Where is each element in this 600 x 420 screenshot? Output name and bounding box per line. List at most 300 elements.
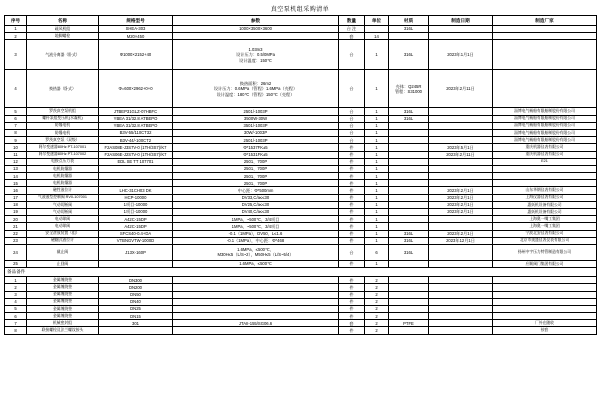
cell-unit: 1 (365, 187, 389, 194)
cell-material: 316L (389, 244, 429, 260)
table-row (5, 298, 597, 305)
cell-date: 2023年1月1日 (429, 40, 493, 70)
cell-param: 1MPa、~500℃、3/4项目 (173, 223, 339, 230)
cell-unit: 14 (365, 33, 389, 40)
cell-unit: 1 (365, 180, 389, 187)
table-header-row (5, 16, 597, 26)
cell-maker (493, 284, 597, 291)
cell-param (173, 33, 339, 40)
cell-unit: 2 (365, 284, 389, 291)
table-row (5, 313, 597, 320)
cell-no: 24 (5, 244, 27, 260)
cell-param (173, 291, 339, 298)
cell-material (389, 151, 429, 158)
cell-material (389, 165, 429, 172)
cell-maker: 淄博电气械船有限船制股份有限公司 (493, 122, 597, 129)
spare-parts-label: 备品备件 (5, 268, 597, 277)
cell-material: 316L (389, 26, 429, 33)
cell-unit: 1 (365, 230, 389, 237)
cell-unit: 1 (365, 137, 389, 144)
table-row (5, 230, 597, 237)
cell-date (429, 277, 493, 284)
cell-no: 7 (5, 320, 27, 327)
cell-name: 止回阀 (27, 260, 99, 267)
cell-qty: 件 (339, 327, 365, 334)
cell-name: 联接螺栓及法兰螺纹接头 (27, 327, 99, 334)
cell-unit: 1 (365, 237, 389, 244)
col-header-param: 参数 (173, 16, 339, 26)
cell-qty: 件 (339, 284, 365, 291)
cell-qty: 件 (339, 173, 365, 180)
cell-name: 罗茨真空泵（双级） (27, 137, 99, 144)
cell-date: 2023年2月11日 (429, 70, 493, 108)
cell-param: 2501/-1003P (173, 108, 339, 115)
cell-unit: 2 (365, 291, 389, 298)
cell-param: DV33,C/a≤≤30 (173, 194, 339, 201)
cell-date (429, 260, 493, 267)
cell-qty: 件 (339, 237, 365, 244)
cell-model: VTBNGVTW-1000D (99, 237, 173, 244)
cell-name: 换热器（卧式） (27, 70, 99, 108)
cell-name: 电动球阀 (27, 223, 99, 230)
cell-name: 机械密封组 (27, 320, 99, 327)
cell-qty: 件 (339, 194, 365, 201)
cell-name: 电机防爆器 (27, 165, 99, 172)
cell-maker: 应顺阀门集团有限公司 (493, 260, 597, 267)
cell-date (429, 137, 493, 144)
cell-material: 壳体：Q245R 管程：S31000 (389, 70, 429, 108)
cell-unit: 1 (365, 122, 389, 129)
cell-unit: 1 (365, 70, 389, 108)
equipment-table (4, 15, 597, 335)
cell-date (429, 284, 493, 291)
cell-no: 10 (5, 144, 27, 151)
cell-material (389, 313, 429, 320)
cell-name: 金属缠绕垫 (27, 284, 99, 291)
cell-maker: 淄博电气械船有限船制股份有限公司 (493, 129, 597, 136)
cell-param: Φ*1531FK±5 (173, 151, 339, 158)
cell-date (429, 298, 493, 305)
cell-qty: 件 (339, 151, 365, 158)
cell-param: 2501、700P (173, 180, 339, 187)
cell-qty: 台 (339, 40, 365, 70)
cell-qty: 台 (339, 137, 365, 144)
cell-date (429, 108, 493, 115)
cell-qty: 件 (339, 158, 365, 165)
cell-qty: 台 (339, 129, 365, 136)
cell-unit (365, 26, 389, 33)
cell-no: 18 (5, 201, 27, 208)
cell-name: 螺杆泵组变压机(水凝机) (27, 115, 99, 122)
cell-date (429, 305, 493, 312)
cell-material: 316L (389, 237, 429, 244)
cell-maker (493, 165, 597, 172)
cell-date (429, 129, 493, 136)
cell-model: DN15 (99, 313, 173, 320)
cell-name: 电动球阀 (27, 216, 99, 223)
cell-param (173, 284, 339, 291)
cell-model (99, 180, 173, 187)
cell-material (389, 277, 429, 284)
table-row (5, 209, 597, 216)
table-row (5, 201, 597, 208)
cell-date: 2023年2月1日 (429, 209, 493, 216)
cell-maker: 惠妖机设备有限公司 (493, 201, 597, 208)
cell-material (389, 187, 429, 194)
table-row (5, 320, 597, 327)
cell-date (429, 327, 493, 334)
col-header-model: 规格型号 (99, 16, 173, 26)
cell-unit: 6 (365, 244, 389, 260)
cell-unit: 2 (365, 277, 389, 284)
cell-date: 2023年2月1日 (429, 194, 493, 201)
cell-param: 1000×3500×3600 (173, 26, 339, 33)
table-row (5, 40, 597, 70)
cell-param (173, 298, 339, 305)
cell-material (389, 284, 429, 291)
cell-model: LHC-31CH03 DK (99, 187, 173, 194)
cell-unit: 1 (365, 115, 389, 122)
cell-maker: 山东华钢仪表有限公司 (493, 187, 597, 194)
cell-date (429, 291, 493, 298)
cell-no: 6 (5, 313, 27, 320)
cell-maker (493, 70, 597, 108)
cell-maker (493, 40, 597, 70)
cell-qty: 台 (339, 122, 365, 129)
table-row (5, 260, 597, 267)
table-row (5, 305, 597, 312)
cell-qty: 件 (339, 277, 365, 284)
cell-date (429, 180, 493, 187)
cell-qty: 件 (339, 260, 365, 267)
cell-date (429, 244, 493, 260)
cell-material (389, 173, 429, 180)
cell-maker (493, 173, 597, 180)
cell-model: 301 (99, 320, 173, 327)
page-title: 真空泵机组采购清单 (270, 7, 330, 13)
cell-qty: 套 (339, 33, 365, 40)
cell-model: DN300 (99, 277, 173, 284)
cell-model: SHEA-303 (99, 26, 173, 33)
cell-name: 金属缠绕垫 (27, 313, 99, 320)
table-row (5, 129, 597, 136)
cell-no: 1 (5, 277, 27, 284)
cell-param (173, 305, 339, 312)
table-row (5, 70, 597, 108)
cell-no: 8 (5, 327, 27, 334)
cell-date: 2023年2月11日 (429, 151, 493, 158)
cell-name: 阿尔变速器80Hz PT-107001 (27, 144, 99, 151)
cell-material (389, 144, 429, 151)
cell-material (389, 201, 429, 208)
cell-maker: 淄博电气械船有限船制股份有限公司 (493, 115, 597, 122)
cell-maker: 重庆机器仪表有限公司 (493, 144, 597, 151)
cell-unit: 1 (365, 223, 389, 230)
cell-maker: E21 (493, 158, 597, 165)
cell-model: 1项目-10000 (99, 209, 173, 216)
cell-material (389, 209, 429, 216)
cell-date (429, 216, 493, 223)
cell-model (99, 173, 173, 180)
cell-date (429, 320, 493, 327)
cell-param: -0.1（1MPa），DV50、L≤1.6 (173, 230, 339, 237)
cell-maker: 重庆机器仪表有限公司 (493, 151, 597, 158)
cell-maker (493, 305, 597, 312)
table-row (5, 33, 597, 40)
cell-no: 1 (5, 26, 27, 33)
cell-model: M20×450 (99, 33, 173, 40)
cell-model (99, 327, 173, 334)
col-header-unit: 单位 (365, 16, 389, 26)
cell-date (429, 33, 493, 40)
cell-qty: 件 (339, 291, 365, 298)
table-row (5, 187, 597, 194)
cell-param (173, 327, 339, 334)
spare-parts-section-header (5, 268, 597, 277)
cell-name: 防爆电机 (27, 129, 99, 136)
cell-maker (493, 313, 597, 320)
cell-maker: 上海奥一嘴工集团 (493, 216, 597, 223)
table-row (5, 291, 597, 298)
cell-param: JTAII-155/SG06.6 (173, 320, 339, 327)
cell-param: 中心距：Φ*500mm (173, 187, 339, 194)
cell-date (429, 165, 493, 172)
cell-no: 11 (5, 151, 27, 158)
cell-qty: 台 注 (339, 26, 365, 33)
table-row (5, 194, 597, 201)
table-row (5, 144, 597, 151)
cell-no: 8 (5, 129, 27, 136)
cell-maker: 上海仪器仪表有限公司 (493, 194, 597, 201)
cell-param: 30W/-1003P (173, 129, 339, 136)
table-row (5, 158, 597, 165)
cell-param: 1.6MPa，≤500℃ (173, 260, 339, 267)
cell-param: 3500W-30W (173, 115, 339, 122)
col-header-qty: 数量 (339, 16, 365, 26)
cell-qty: 件 (339, 223, 365, 230)
cell-unit: 1 (365, 216, 389, 223)
cell-maker: 上海奥一嘴工集团 (493, 223, 597, 230)
cell-date: 2023年2月1日 (429, 187, 493, 194)
cell-no: 12 (5, 158, 27, 165)
cell-name: 磁性液位计 (27, 187, 99, 194)
cell-name: 气液液型控制阀 RV0-107001 (27, 194, 99, 201)
cell-param: 1.6MPa，≤500℃、 M30H≤5（L/S~2），M50H≤5（L/S~5/4） (173, 244, 339, 260)
cell-maker (493, 33, 597, 40)
cell-date (429, 122, 493, 129)
cell-model: B3V-55/110CT32 (99, 129, 173, 136)
cell-date: 2023年5月1日 (429, 144, 493, 151)
cell-maker: 惠妖机设备有限公司 (493, 209, 597, 216)
cell-material (389, 33, 429, 40)
cell-unit: 1 (365, 201, 389, 208)
cell-material: 316L (389, 40, 429, 70)
cell-material: 316L (389, 230, 429, 237)
table-row (5, 173, 597, 180)
cell-qty: 件 (339, 216, 365, 223)
table-row (5, 327, 597, 334)
cell-material (389, 260, 429, 267)
cell-name: 金属缠绕垫 (27, 298, 99, 305)
cell-model: DN25 (99, 305, 173, 312)
cell-maker: 按套 (493, 327, 597, 334)
cell-name: 磁翻式液位计 (27, 237, 99, 244)
cell-model: SFCS40-0.4+DA (99, 230, 173, 237)
cell-model: Φ1000×2152+40 (99, 40, 173, 70)
cell-material (389, 158, 429, 165)
cell-unit: 1 (365, 173, 389, 180)
table-row (5, 244, 597, 260)
cell-maker: 淄博电气械船有限船制股份有限公司 (493, 137, 597, 144)
cell-unit: 1 (365, 209, 389, 216)
cell-date (429, 173, 493, 180)
cell-param: 3501/-1003P (173, 122, 339, 129)
cell-maker (493, 26, 597, 33)
cell-no: 15 (5, 180, 27, 187)
cell-model: A42C-15DP (99, 216, 173, 223)
cell-name: 电机防爆器 (27, 180, 99, 187)
cell-no: 6 (5, 115, 27, 122)
cell-maker: 扬州中宇压力特管制造有限公司 (493, 244, 597, 260)
cell-unit: 2 (365, 298, 389, 305)
cell-name: 地脚螺栓 (27, 33, 99, 40)
cell-name: 电机防爆器 (27, 173, 99, 180)
cell-param: 2501、700P (173, 158, 339, 165)
cell-no: 14 (5, 173, 27, 180)
cell-name: 防爆电机 (27, 122, 99, 129)
cell-material (389, 137, 429, 144)
cell-unit: 1 (365, 158, 389, 165)
cell-unit: 1 (365, 151, 389, 158)
cell-model: J13X-160P (99, 244, 173, 260)
col-header-name: 名称 (27, 16, 99, 26)
cell-name: 金属缠绕垫 (27, 305, 99, 312)
cell-name: 安全泄放装置（组） (27, 230, 99, 237)
cell-no: 7 (5, 122, 27, 129)
cell-unit: 2 (365, 320, 389, 327)
cell-date (429, 26, 493, 33)
table-row (5, 26, 597, 33)
cell-no: 4 (5, 298, 27, 305)
cell-material (389, 129, 429, 136)
cell-qty: 件 (339, 209, 365, 216)
cell-no: 3 (5, 40, 27, 70)
cell-no: 5 (5, 305, 27, 312)
cell-material (389, 223, 429, 230)
cell-name: 气动切断阀 (27, 209, 99, 216)
cell-unit: 1 (365, 108, 389, 115)
cell-no: 19 (5, 209, 27, 216)
cell-model: 1项目-10000 (99, 201, 173, 208)
cell-material (389, 122, 429, 129)
col-header-date: 制造日期 (429, 16, 493, 26)
cell-qty: 件 (339, 165, 365, 172)
cell-no: 2 (5, 33, 27, 40)
cell-model (99, 260, 173, 267)
cell-qty: 台 (339, 108, 365, 115)
cell-material (389, 216, 429, 223)
cell-model: YBEA 31/32.8 ATBEPO (99, 122, 173, 129)
cell-model: DN50 (99, 291, 173, 298)
cell-no: 23 (5, 237, 27, 244)
cell-maker: 宁波北安仪表有限公司 (493, 230, 597, 237)
table-row (5, 122, 597, 129)
cell-model: A42C-15DP (99, 223, 173, 230)
cell-maker (493, 277, 597, 284)
cell-model: F2AS06E-J2S7V-0 (1TH/3S7)/K7 (99, 151, 173, 158)
cell-param: DV25,C/a≤≤30 (173, 201, 339, 208)
cell-param: 2501、700P (173, 173, 339, 180)
cell-no: 2 (5, 284, 27, 291)
cell-no: 3 (5, 291, 27, 298)
cell-name: 疏风机组 (27, 26, 99, 33)
cell-no: 20 (5, 216, 27, 223)
cell-material (389, 180, 429, 187)
cell-model: B3V-44/-100CT2 (99, 137, 173, 144)
cell-no: 21 (5, 223, 27, 230)
spare-parts-body (5, 268, 597, 335)
cell-unit: 1 (365, 144, 389, 151)
cell-qty: 件 (339, 313, 365, 320)
cell-no: 4 (5, 70, 27, 108)
cell-maker (493, 291, 597, 298)
cell-name: 电接点压力表 (27, 158, 99, 165)
cell-param: 2501、700P (173, 165, 339, 172)
cell-qty: 件 (339, 230, 365, 237)
table-row (5, 223, 597, 230)
cell-no: 5 (5, 108, 27, 115)
table-row (5, 165, 597, 172)
table-row (5, 277, 597, 284)
table-row (5, 180, 597, 187)
cell-name: 气液分离器（卧式） (27, 40, 99, 70)
cell-no: 22 (5, 230, 27, 237)
cell-date (429, 313, 493, 320)
cell-date: 2023年12月1日 (429, 237, 493, 244)
table-row (5, 108, 597, 115)
cell-qty: 件 (339, 180, 365, 187)
cell-unit: 2 (365, 327, 389, 334)
cell-unit: 2 (365, 313, 389, 320)
cell-maker: 北京市奥盛仪表仪表有限公司 (493, 237, 597, 244)
cell-qty: 套 (339, 320, 365, 327)
cell-unit: 1 (365, 165, 389, 172)
table-row (5, 151, 597, 158)
table-row (5, 216, 597, 223)
cell-qty: 件 (339, 298, 365, 305)
table-body (5, 26, 597, 268)
cell-material (389, 298, 429, 305)
cell-material: 316L (389, 108, 429, 115)
cell-name: 金属缠绕垫 (27, 277, 99, 284)
cell-qty: 件 (339, 187, 365, 194)
cell-maker: 厂外在随收 (493, 320, 597, 327)
cell-no: 9 (5, 137, 27, 144)
cell-date: 2023年2月1日 (429, 230, 493, 237)
cell-model: JTBEP31GLZ-07HBFC (99, 108, 173, 115)
cell-date (429, 223, 493, 230)
cell-param (173, 277, 339, 284)
cell-name: 金属缠绕垫 (27, 291, 99, 298)
cell-unit: 1 (365, 260, 389, 267)
cell-no: 17 (5, 194, 27, 201)
cell-date (429, 115, 493, 122)
cell-material (389, 305, 429, 312)
cell-param: Φ*1537FK±5 (173, 144, 339, 151)
cell-model: EDL SE TT 107701 (99, 158, 173, 165)
col-header-material: 材质 (389, 16, 429, 26)
table-row (5, 115, 597, 122)
